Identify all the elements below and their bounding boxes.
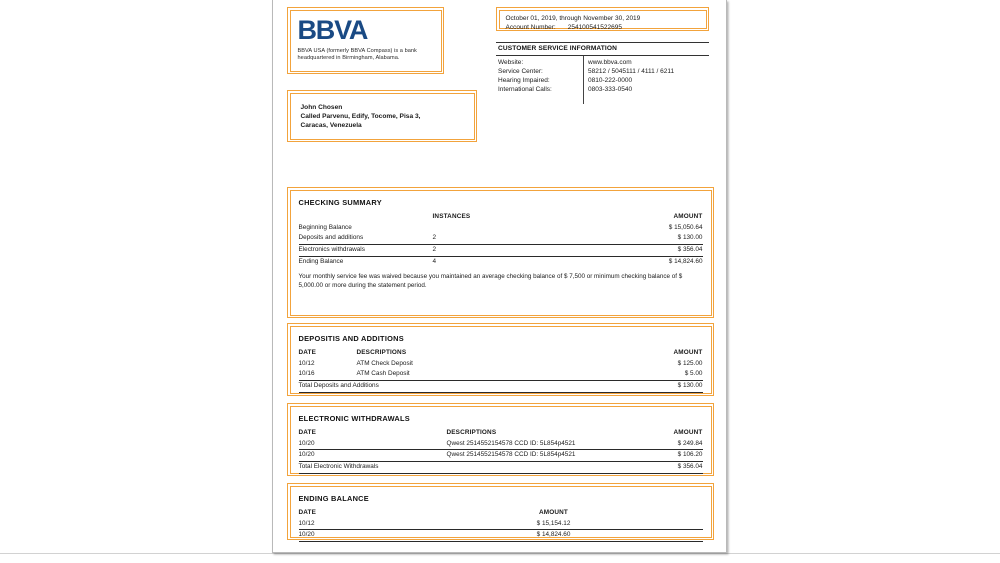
- deposits-table: [299, 348, 703, 393]
- row-amount: $ 249.84: [618, 438, 703, 449]
- ending-balance-title: ENDING BALANCE: [298, 493, 369, 503]
- checking-summary-section: [287, 187, 714, 318]
- row-date: 10/20: [299, 450, 447, 462]
- row-label: Beginning Balance: [298, 223, 352, 231]
- table-header-row: [299, 508, 703, 519]
- checking-summary-title: CHECKING SUMMARY: [298, 197, 382, 207]
- row-date: 10/12: [298, 359, 315, 367]
- service-fee-note: Your monthly service fee was waived because you maintained an average checking balance of $ 7,500 or minimum checking balance of $ 5,000.00 or more during the statement period.: [298, 273, 683, 289]
- customer-service-label: Service Center:: [498, 67, 543, 75]
- withdrawals-table: [299, 428, 703, 474]
- total-amount: $ 356.04: [618, 461, 703, 473]
- column-header-date: DATE: [298, 508, 317, 516]
- column-header-amount: AMOUNT: [673, 348, 703, 356]
- customer-service-value: 0803-333-0540: [588, 86, 633, 94]
- column-header-description: DESCRIPTIONS: [356, 348, 407, 356]
- customer-address-line-1: Called Parvenu, Edify, Tocome, Pisa 3,: [300, 112, 421, 120]
- customer-service-label: Hearing Impaired:: [498, 77, 550, 85]
- customer-service-row: [496, 85, 709, 94]
- bank-statement-page: [272, 0, 727, 553]
- deposits-section: [287, 323, 714, 396]
- row-description: Qwest 2514552154578 CCD ID: 5L854p4521: [447, 450, 618, 462]
- row-spacer: [609, 530, 703, 542]
- row-amount: $ 5.00: [613, 369, 703, 380]
- column-header-description: DESCRIPTIONS: [446, 428, 497, 436]
- row-label: Deposits and additions: [299, 233, 433, 244]
- row-amount: $ 130.00: [583, 233, 703, 244]
- table-total-row: [299, 461, 703, 473]
- row-amount: $ 125.00: [677, 359, 703, 367]
- table-row: [299, 518, 703, 529]
- row-instances: 2: [433, 233, 583, 244]
- account-number-value: 254100541522695: [567, 23, 622, 31]
- checking-summary-table: [299, 212, 703, 268]
- total-amount: $ 130.00: [613, 380, 703, 392]
- customer-service-value: 0810-222-0000: [588, 77, 633, 85]
- electronic-withdrawals-section: [287, 403, 714, 476]
- row-spacer: [609, 518, 703, 529]
- column-header-amount: AMOUNT: [673, 212, 703, 220]
- viewer-bottom-divider: [0, 553, 1000, 554]
- column-header-date: DATE: [298, 348, 317, 356]
- column-header-instances: INSTANCES: [432, 212, 471, 220]
- column-header-amount: AMOUNT: [673, 428, 703, 436]
- customer-service-block: [496, 42, 709, 95]
- row-date: 10/16: [299, 369, 357, 380]
- customer-address-line-2: Caracas, Venezuela: [300, 121, 362, 129]
- total-label: Total Deposits and Additions: [299, 380, 613, 392]
- row-description: Qwest 2514552154578 CCD ID: 5L854p4521: [447, 438, 618, 449]
- table-row: [299, 450, 703, 462]
- table-header-row: [299, 428, 703, 439]
- table-row: [299, 222, 703, 233]
- row-amount: $ 15,050.64: [668, 223, 703, 231]
- table-header-row: [299, 212, 703, 223]
- row-date: 10/12: [299, 518, 499, 529]
- table-row: [299, 233, 703, 244]
- customer-service-row: [496, 76, 709, 85]
- statement-period-box: [496, 7, 709, 31]
- customer-address-box: [287, 90, 477, 142]
- total-label: Total Electronic Withdrawals: [299, 461, 618, 473]
- row-amount: $ 106.20: [618, 450, 703, 462]
- customer-service-value: 58212 / 5045111 / 4111 / 6211: [588, 67, 675, 75]
- row-amount: $ 15,154.12: [499, 518, 609, 529]
- table-row: [299, 244, 703, 256]
- column-header-date: DATE: [298, 428, 317, 436]
- table-row: [299, 438, 703, 449]
- table-row: [299, 530, 703, 542]
- row-date: 10/20: [299, 530, 499, 542]
- row-amount: $ 14,824.60: [499, 530, 609, 542]
- table-row: [299, 369, 703, 380]
- row-description: ATM Check Deposit: [356, 359, 413, 367]
- column-header-spacer: [609, 508, 703, 519]
- customer-name: John Chosen: [300, 103, 343, 111]
- row-amount: $ 356.04: [583, 244, 703, 256]
- row-instances: 4: [432, 258, 437, 266]
- account-number-label: Account Number:: [505, 23, 556, 31]
- bank-logo-box: [287, 7, 444, 74]
- row-date: 10/20: [299, 438, 447, 449]
- customer-service-label: International Calls:: [498, 86, 552, 94]
- table-total-row: [299, 380, 703, 392]
- deposits-title: DEPOSITIS AND ADDITIONS: [298, 333, 404, 343]
- column-header-blank: [299, 212, 433, 223]
- customer-service-row: [496, 58, 709, 67]
- withdrawals-title: ELECTRONIC WITHDRAWALS: [298, 413, 410, 423]
- customer-service-row: [496, 67, 709, 76]
- row-label: Ending Balance: [298, 258, 344, 266]
- row-label: Electronics withdrawals: [299, 244, 433, 256]
- customer-service-vertical-rule: [583, 56, 584, 104]
- row-description: ATM Cash Deposit: [357, 369, 613, 380]
- row-instances: 2: [433, 244, 583, 256]
- table-row: [299, 358, 703, 369]
- bank-tagline: BBVA USA (formerly BBVA Compass) is a bank headquartered in Birmingham, Alabama.: [297, 47, 417, 62]
- customer-service-title: CUSTOMER SERVICE INFORMATION: [496, 42, 709, 56]
- row-instances: [433, 222, 583, 233]
- customer-service-value: www.bbva.com: [588, 58, 632, 66]
- ending-balance-table: [299, 508, 703, 542]
- bbva-logo: BBVA: [297, 14, 368, 45]
- column-header-amount: AMOUNT: [539, 508, 568, 516]
- table-row: [299, 256, 703, 267]
- ending-balance-section: [287, 483, 714, 540]
- table-header-row: [299, 348, 703, 359]
- customer-service-label: Website:: [498, 58, 524, 66]
- customer-service-rows: [496, 56, 709, 95]
- row-amount: $ 14,824.60: [668, 258, 703, 266]
- statement-period: October 01, 2019, through November 30, 2019: [505, 14, 641, 22]
- account-number-row: [506, 23, 700, 32]
